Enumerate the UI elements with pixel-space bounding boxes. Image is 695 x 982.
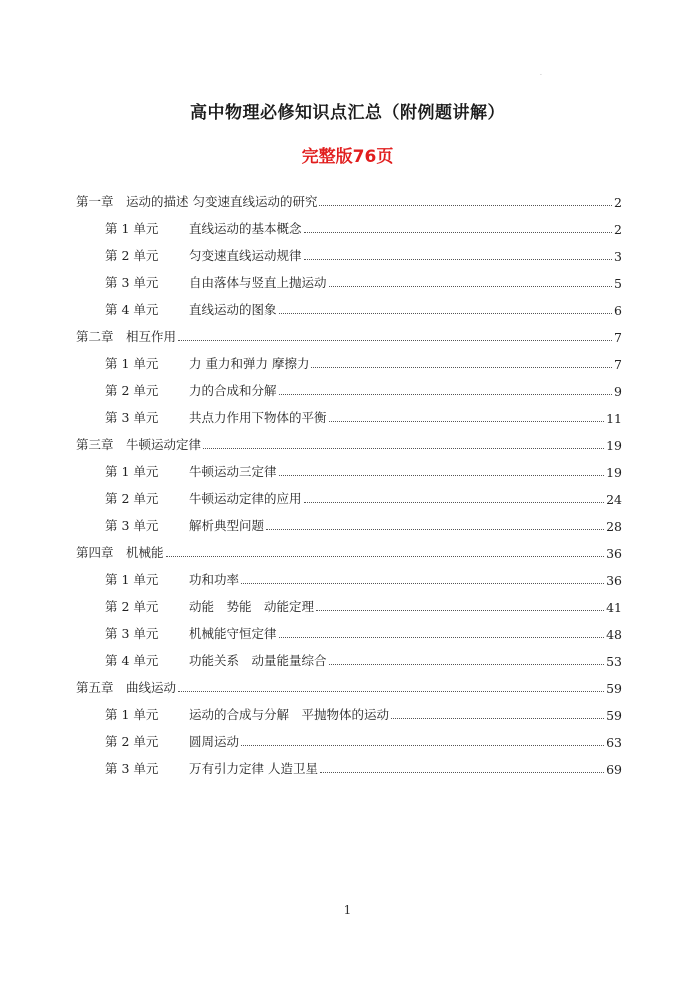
- toc-page-number: 69: [606, 762, 622, 777]
- toc-entry-title: 力的合成和分解: [189, 383, 277, 398]
- toc-page-number: 41: [606, 600, 622, 615]
- toc-unit-entry[interactable]: [76, 264, 622, 291]
- toc-unit-entry[interactable]: [76, 723, 622, 750]
- toc-unit-number: 第 3 单元: [105, 518, 159, 533]
- toc-unit-entry[interactable]: [76, 696, 622, 723]
- toc-page-number: 36: [606, 573, 622, 588]
- toc-page-number: 7: [614, 357, 622, 372]
- toc-unit-entry[interactable]: [76, 507, 622, 534]
- toc-unit-number: 第 1 单元: [105, 356, 159, 371]
- toc-dot-leader: [316, 610, 604, 611]
- toc-dot-leader: [329, 664, 605, 665]
- table-of-contents: [76, 183, 622, 777]
- toc-entry-title: 功和功率: [189, 572, 240, 587]
- toc-unit-entry[interactable]: [76, 372, 622, 399]
- toc-dot-leader: [320, 772, 604, 773]
- toc-page-number: 36: [606, 546, 622, 561]
- toc-chapter-entry[interactable]: [76, 426, 622, 453]
- toc-entry-title: 力 重力和弹力 摩擦力: [189, 356, 310, 371]
- toc-dot-leader: [178, 340, 612, 341]
- document-subtitle: 完整版76页: [301, 147, 394, 167]
- toc-entry-title: 功能关系 动量能量综合: [189, 653, 327, 668]
- toc-page-number: 5: [614, 276, 622, 291]
- toc-entry-title: 第五章 曲线运动: [76, 680, 177, 695]
- toc-page-number: 2: [614, 195, 622, 210]
- toc-dot-leader: [166, 556, 605, 557]
- toc-chapter-entry[interactable]: [76, 318, 622, 345]
- toc-unit-number: 第 2 单元: [105, 383, 159, 398]
- toc-entry-title: 共点力作用下物体的平衡: [189, 410, 327, 425]
- toc-entry-title: 自由落体与竖直上抛运动: [189, 275, 327, 290]
- toc-entry-title: 第四章 机械能: [76, 545, 164, 560]
- toc-chapter-entry[interactable]: [76, 183, 622, 210]
- toc-entry-title: 万有引力定律 人造卫星: [189, 761, 318, 776]
- toc-dot-leader: [304, 232, 613, 233]
- toc-unit-entry[interactable]: [76, 291, 622, 318]
- toc-page-number: 11: [606, 411, 622, 426]
- toc-dot-leader: [304, 259, 613, 260]
- toc-dot-leader: [279, 313, 613, 314]
- toc-unit-number: 第 2 单元: [105, 491, 159, 506]
- toc-entry-title: 牛顿运动定律的应用: [189, 491, 302, 506]
- toc-unit-number: 第 2 单元: [105, 734, 159, 749]
- toc-unit-entry[interactable]: [76, 480, 622, 507]
- document-title: 高中物理必修知识点汇总（附例题讲解）: [190, 103, 505, 123]
- toc-dot-leader: [329, 421, 605, 422]
- toc-entry-title: 解析典型问题: [189, 518, 265, 533]
- toc-unit-number: 第 4 单元: [105, 653, 159, 668]
- toc-dot-leader: [319, 205, 612, 206]
- toc-unit-entry[interactable]: [76, 750, 622, 777]
- toc-page-number: 19: [606, 438, 622, 453]
- toc-unit-entry[interactable]: [76, 561, 622, 588]
- page-number: 1: [343, 903, 352, 917]
- toc-unit-number: 第 3 单元: [105, 761, 159, 776]
- toc-unit-number: 第 1 单元: [105, 221, 159, 236]
- toc-dot-leader: [391, 718, 604, 719]
- toc-page-number: 28: [606, 519, 622, 534]
- toc-entry-title: 直线运动的图象: [189, 302, 277, 317]
- toc-dot-leader: [279, 475, 605, 476]
- toc-page-number: 3: [614, 249, 622, 264]
- toc-dot-leader: [266, 529, 604, 530]
- toc-unit-number: 第 3 单元: [105, 626, 159, 641]
- toc-page-number: 19: [606, 465, 622, 480]
- toc-chapter-entry[interactable]: [76, 534, 622, 561]
- toc-unit-number: 第 2 单元: [105, 599, 159, 614]
- corner-mark: ·: [540, 72, 542, 79]
- toc-chapter-entry[interactable]: [76, 669, 622, 696]
- toc-dot-leader: [241, 583, 604, 584]
- toc-entry-title: 直线运动的基本概念: [189, 221, 302, 236]
- toc-dot-leader: [178, 691, 604, 692]
- toc-unit-number: 第 2 单元: [105, 248, 159, 263]
- toc-entry-title: 匀变速直线运动规律: [189, 248, 302, 263]
- toc-unit-entry[interactable]: [76, 615, 622, 642]
- toc-page-number: 9: [614, 384, 622, 399]
- toc-unit-number: 第 3 单元: [105, 275, 159, 290]
- toc-page-number: 53: [606, 654, 622, 669]
- toc-page-number: 63: [606, 735, 622, 750]
- toc-page-number: 6: [614, 303, 622, 318]
- toc-page-number: 7: [614, 330, 622, 345]
- toc-entry-title: 第三章 牛顿运动定律: [76, 437, 202, 452]
- toc-dot-leader: [279, 394, 613, 395]
- toc-dot-leader: [329, 286, 613, 287]
- toc-dot-leader: [304, 502, 605, 503]
- toc-entry-title: 第一章 运动的描述 匀变速直线运动的研究: [76, 194, 318, 209]
- toc-entry-title: 牛顿运动三定律: [189, 464, 277, 479]
- toc-unit-number: 第 1 单元: [105, 707, 159, 722]
- toc-dot-leader: [203, 448, 604, 449]
- toc-unit-entry[interactable]: [76, 237, 622, 264]
- toc-unit-entry[interactable]: [76, 399, 622, 426]
- toc-unit-number: 第 1 单元: [105, 572, 159, 587]
- toc-entry-title: 运动的合成与分解 平抛物体的运动: [189, 707, 390, 722]
- toc-unit-entry[interactable]: [76, 642, 622, 669]
- toc-page-number: 48: [606, 627, 622, 642]
- toc-unit-entry[interactable]: [76, 453, 622, 480]
- toc-unit-entry[interactable]: [76, 588, 622, 615]
- toc-dot-leader: [311, 367, 612, 368]
- toc-entry-title: 动能 势能 动能定理: [189, 599, 315, 614]
- toc-entry-title: 机械能守恒定律: [189, 626, 277, 641]
- toc-page-number: 2: [614, 222, 622, 237]
- toc-dot-leader: [241, 745, 604, 746]
- toc-unit-number: 第 4 单元: [105, 302, 159, 317]
- toc-page-number: 59: [606, 708, 622, 723]
- toc-unit-number: 第 3 单元: [105, 410, 159, 425]
- toc-page-number: 59: [606, 681, 622, 696]
- toc-page-number: 24: [606, 492, 622, 507]
- toc-unit-entry[interactable]: [76, 345, 622, 372]
- toc-dot-leader: [279, 637, 605, 638]
- toc-entry-title: 圆周运动: [189, 734, 240, 749]
- toc-unit-number: 第 1 单元: [105, 464, 159, 479]
- toc-entry-title: 第二章 相互作用: [76, 329, 177, 344]
- toc-unit-entry[interactable]: [76, 210, 622, 237]
